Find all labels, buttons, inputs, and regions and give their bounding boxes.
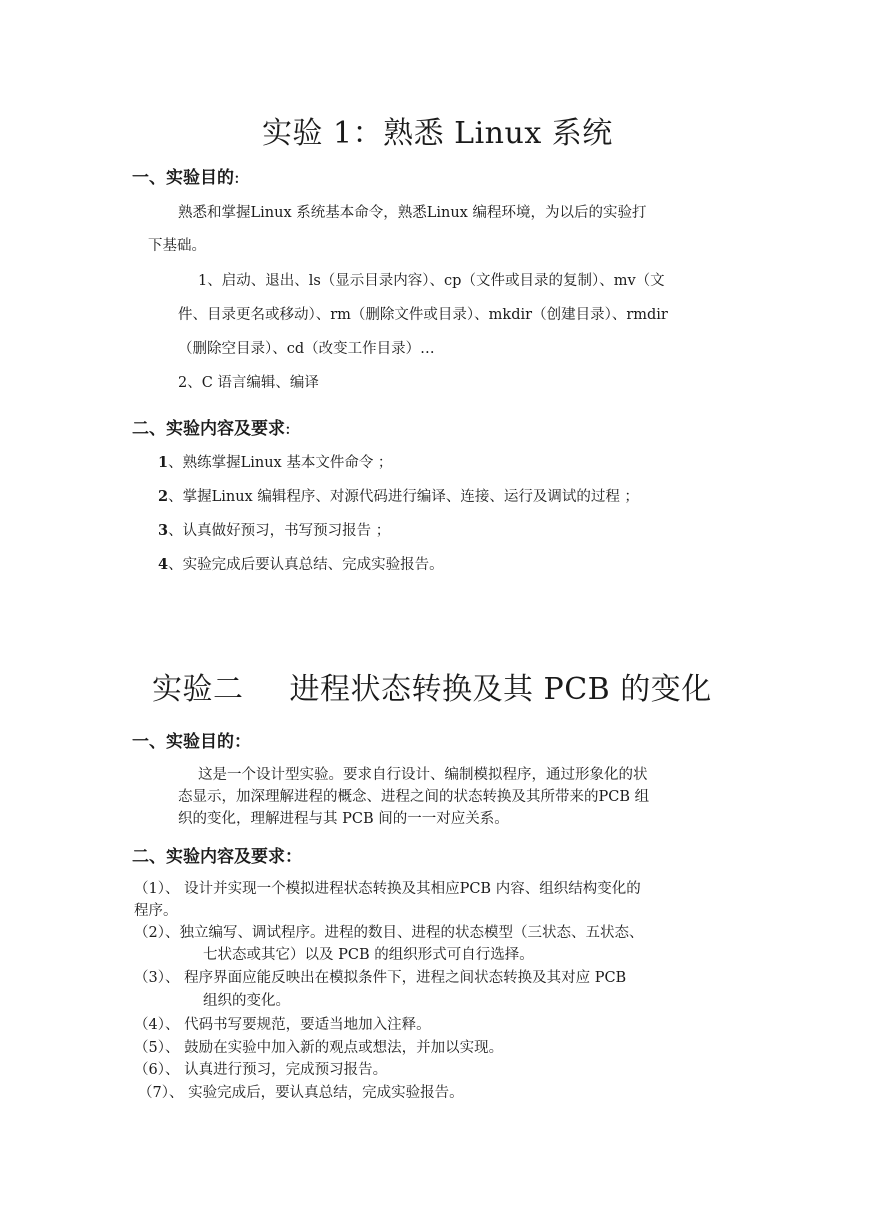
exp2-purpose-line2: 态显示，加深理解进程的概念、进程之间的状态转换及其所带来的PCB 组 — [178, 789, 650, 805]
exp1-purpose-heading — [132, 163, 240, 188]
exp1-requirement — [158, 453, 392, 473]
exp1-item2: 2、C 语言编辑、编译 — [178, 375, 319, 391]
exp2-item2-line2: 七状态或其它）以及 PCB 的组织形式可自行选择。 — [203, 947, 534, 963]
exp1-content-heading-text: 二、实验内容及要求 — [132, 419, 285, 439]
exp1-requirement — [158, 487, 639, 507]
exp2-purpose-heading: 一、实验目的： — [132, 732, 251, 752]
exp2-item6: （6）、 认真进行预习，完成预习报告。 — [134, 1062, 388, 1078]
exp2-item3-line1: （3）、 程序界面应能反映出在模拟条件下，进程之间状态转换及其对应 PCB — [134, 970, 627, 986]
exp1-content-heading-colon: : — [285, 419, 291, 439]
exp1-purpose-heading-text: 一、实验目的 — [132, 168, 234, 188]
exp2-title-number: 实验二 — [152, 672, 244, 707]
exp1-requirement — [158, 555, 444, 575]
exp1-requirement-num: 2 — [158, 488, 169, 505]
exp1-requirement-num: 1 — [158, 454, 169, 471]
exp2-item1-line1: （1）、 设计并实现一个模拟进程状态转换及其相应PCB 内容、组织结构变化的 — [134, 881, 641, 897]
exp1-purpose-line1: 熟悉和掌握Linux 系统基本命令，熟悉Linux 编程环境，为以后的实验打 — [178, 205, 647, 221]
exp1-purpose-heading-colon: : — [234, 168, 240, 188]
exp2-purpose-line3: 织的变化，理解进程与其 PCB 间的一一对应关系。 — [178, 811, 509, 827]
exp1-requirement-num: 4 — [158, 556, 169, 573]
exp2-purpose-line1: 这是一个设计型实验。要求自行设计、编制模拟程序，通过形象化的状 — [198, 767, 648, 783]
exp1-requirement — [158, 521, 390, 541]
exp1-item1-line1: 1、启动、退出、ls（显示目录内容）、cp（文件或目录的复制）、mv（文 — [198, 273, 665, 289]
exp1-title: 实验 1：熟悉 Linux 系统 — [262, 116, 613, 151]
exp1-item1-line2: 件、目录更名或移动）、rm（删除文件或目录）、mkdir（创建目录）、rmdir — [178, 307, 668, 323]
exp2-item5: （5）、 鼓励在实验中加入新的观点或想法，并加以实现。 — [134, 1040, 504, 1056]
exp2-item4: （4）、 代码书写要规范，要适当地加入注释。 — [134, 1017, 431, 1033]
exp1-requirement-text: 、掌握Linux 编辑程序、对源代码进行编译、连接、运行及调试的过程 ； — [168, 489, 639, 505]
exp2-content-heading: 二、实验内容及要求： — [132, 847, 302, 867]
exp1-requirement-text: 、认真做好预习，书写预习报告 ； — [168, 523, 391, 539]
exp2-item1-line2: 程序。 — [134, 903, 178, 919]
exp1-requirement-text: 、熟练掌握Linux 基本文件命令 ； — [168, 455, 393, 471]
exp2-title-name: 进程状态转换及其 PCB 的变化 — [289, 672, 712, 707]
exp2-title — [152, 664, 712, 708]
exp2-item2-line1: （2）、独立编写、调试程序。进程的数目、进程的状态模型（三状态、五状态、 — [134, 925, 644, 941]
exp1-item1-line3: （删除空目录）、cd（改变工作目录）… — [178, 341, 435, 357]
exp1-content-heading — [132, 414, 291, 439]
exp2-item3-line2: 组织的变化。 — [203, 993, 290, 1009]
exp1-requirement-text: 、实验完成后要认真总结、完成实验报告。 — [168, 557, 444, 573]
exp1-requirement-num: 3 — [158, 522, 169, 539]
exp2-item7: （7）、 实验完成后，要认真总结，完成实验报告。 — [138, 1085, 464, 1101]
exp1-purpose-line2: 下基础。 — [148, 238, 206, 254]
